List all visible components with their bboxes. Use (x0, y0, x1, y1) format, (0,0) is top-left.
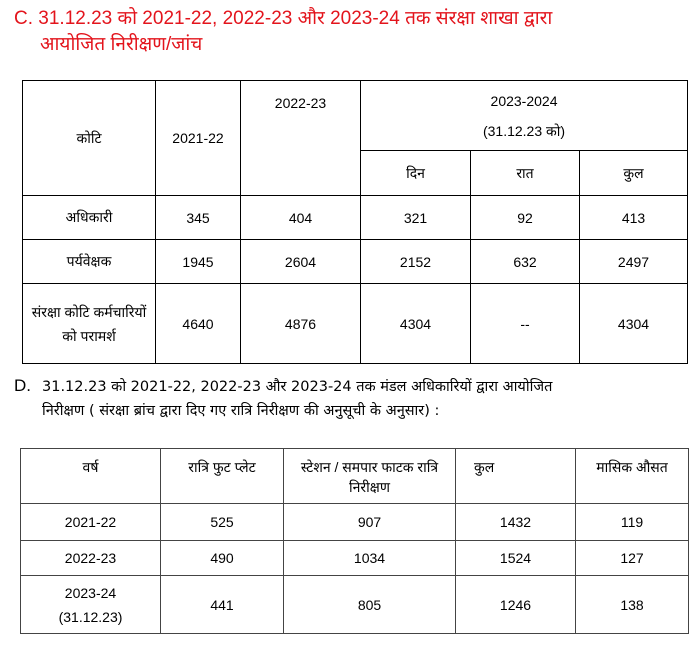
table-cell: 1246 (456, 576, 576, 634)
header-2023-2024 (361, 81, 688, 151)
divisional-inspection-table (20, 448, 689, 634)
row-label: संरक्षा कोटि कर्मचारियों को परामर्श (23, 284, 156, 364)
header-day: दिन (361, 151, 471, 196)
section-d-line1: 31.12.23 को 2021-22, 2022-23 और 2023-24 तक मंडल अधिकारियों द्वारा आयोजित (42, 379, 553, 395)
table-cell: 441 (161, 576, 284, 634)
table-cell: 119 (576, 504, 689, 541)
table-row (23, 284, 688, 364)
branch-inspection-table (22, 80, 688, 364)
table-cell: 345 (156, 196, 241, 240)
table-cell: 632 (471, 240, 580, 284)
table-cell: 525 (161, 504, 284, 541)
section-d-label: D. (14, 376, 31, 395)
table-cell: 413 (580, 196, 688, 240)
header-night-footplate: रात्रि फुट प्लेट (161, 449, 284, 504)
row-label: अधिकारी (23, 196, 156, 240)
table-row (23, 240, 688, 284)
row-year-label: 2023-24 (64, 584, 117, 601)
section-d-heading (14, 374, 694, 423)
table-cell: 321 (361, 196, 471, 240)
table-cell: 4304 (361, 284, 471, 364)
table-row (23, 196, 688, 240)
header-2023-2024-date: (31.12.23 को) (482, 122, 566, 139)
table-row (21, 504, 689, 541)
table-cell: 4640 (156, 284, 241, 364)
table-cell: 1034 (284, 541, 456, 576)
section-c-heading (14, 6, 694, 58)
table-cell: 1432 (456, 504, 576, 541)
table-cell: 2152 (361, 240, 471, 284)
table-cell: 2604 (241, 240, 361, 284)
table-cell: 2497 (580, 240, 688, 284)
table-cell: 138 (576, 576, 689, 634)
table-cell: 4876 (241, 284, 361, 364)
section-c-line2: आयोजित निरीक्षण/जांच (40, 34, 203, 55)
header-monthly-average: मासिक औसत (576, 449, 689, 504)
table-cell: 127 (576, 541, 689, 576)
section-d-line2: निरीक्षण ( संरक्षा ब्रांच द्वारा दिए गए रात्रि निरीक्षण की अनुसूची के अनुसार) : (42, 403, 440, 419)
row-label: पर्यवेक्षक (23, 240, 156, 284)
table-row (21, 541, 689, 576)
header-category: कोटि (23, 81, 156, 196)
header-night: रात (471, 151, 580, 196)
header-total: कुल (456, 449, 576, 504)
section-c-line1: C. 31.12.23 को 2021-22, 2022-23 और 2023-24 तक संरक्षा शाखा द्वारा (14, 8, 553, 29)
table-cell: 4304 (580, 284, 688, 364)
header-station-inspection: स्टेशन / समपार फाटक रात्रि निरीक्षण (284, 449, 456, 504)
table-cell: 404 (241, 196, 361, 240)
row-year: 2021-22 (21, 504, 161, 541)
table-cell: 907 (284, 504, 456, 541)
table-row (21, 576, 689, 634)
header-2022-23: 2022-23 (241, 81, 361, 196)
row-year: 2022-23 (21, 541, 161, 576)
table-cell: 1524 (456, 541, 576, 576)
row-year (21, 576, 161, 634)
table-cell: 92 (471, 196, 580, 240)
table-cell: 805 (284, 576, 456, 634)
row-year-date: (31.12.23) (58, 608, 123, 625)
table-cell: -- (471, 284, 580, 364)
header-2021-22: 2021-22 (156, 81, 241, 196)
table-cell: 1945 (156, 240, 241, 284)
table-cell: 490 (161, 541, 284, 576)
header-year: वर्ष (21, 449, 161, 504)
header-total: कुल (580, 151, 688, 196)
header-2023-2024-year: 2023-2024 (490, 92, 558, 109)
